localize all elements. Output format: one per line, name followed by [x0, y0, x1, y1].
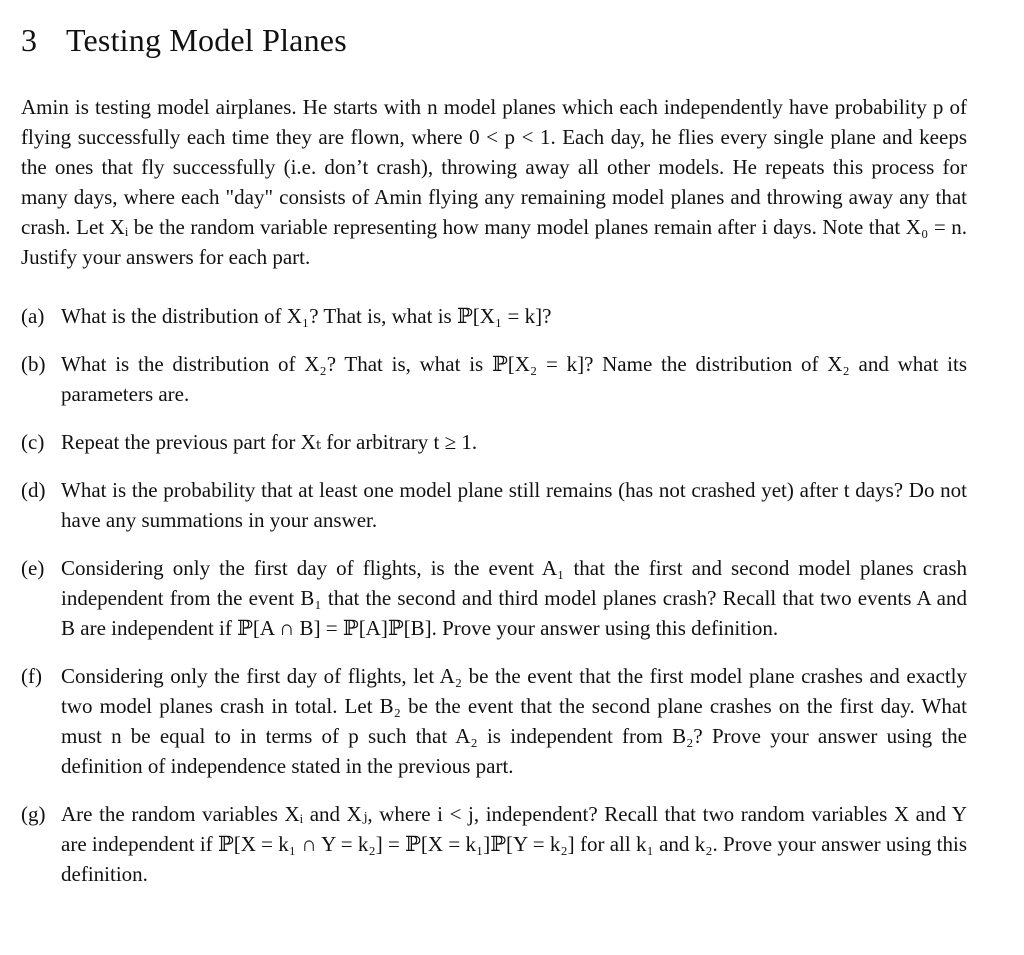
part-label: (g) — [21, 802, 46, 826]
problem-intro: Amin is testing model airplanes. He starts with n model planes which each independently have probability p of flying successfully each time they are flown, where 0 < p < 1. Each day, he flies every single plane and keeps the ones that fly successfully (i.e. don’t crash), throwing away all other models. He repeats this process for many days, where each "day" consists of Amin flying any remaining model planes and throwing away any that crash. Let Xᵢ be the random variable representing how many model planes remain after i days. Note that X₀ = n. Justify your answers for each part. — [21, 95, 967, 269]
part-label: (f) — [21, 664, 42, 688]
question-part-b — [21, 349, 967, 409]
question-part-g — [21, 799, 967, 889]
problem-page — [21, 16, 967, 907]
question-part-f — [21, 661, 967, 781]
part-label: (b) — [21, 352, 46, 376]
question-part-c — [21, 427, 967, 457]
question-part-e — [21, 553, 967, 643]
part-text: Are the random variables Xᵢ and Xⱼ, where i < j, independent? Recall that two random variables X and Y are independent if ℙ[X = k₁ ∩ Y = k₂] = ℙ[X = k₁]ℙ[Y = k₂] for all k₁ and k₂. Prove your answer using this definition. — [61, 802, 967, 886]
question-parts — [21, 301, 967, 889]
question-part-a — [21, 301, 967, 331]
part-text: What is the probability that at least one model plane still remains (has not crashed yet) after t days? Do not have any summations in your answer. — [61, 478, 967, 532]
part-text: What is the distribution of X₂? That is, what is ℙ[X₂ = k]? Name the distribution of X₂ and what its parameters are. — [61, 352, 967, 406]
part-text: What is the distribution of X₁? That is, what is ℙ[X₁ = k]? — [61, 304, 552, 328]
section-heading — [21, 16, 967, 64]
section-number: 3 — [21, 22, 38, 58]
section-title: Testing Model Planes — [66, 22, 347, 58]
part-label: (c) — [21, 430, 45, 454]
part-label: (e) — [21, 556, 45, 580]
part-label: (a) — [21, 304, 45, 328]
part-label: (d) — [21, 478, 46, 502]
part-text: Considering only the first day of flights, let A₂ be the event that the first model plane crashes and exactly two model planes crash in total. Let B₂ be the event that the second plane crashes on the first day. What must n be equal to in terms of p such that A₂ is independent from B₂? Prove your answer using the definition of independence stated in the previous part. — [61, 664, 967, 778]
question-part-d — [21, 475, 967, 535]
part-text: Repeat the previous part for Xₜ for arbitrary t ≥ 1. — [61, 430, 478, 454]
part-text: Considering only the first day of flights, is the event A₁ that the first and second model planes crash independent from the event B₁ that the second and third model planes crash? Recall that two events A and B are independent if ℙ[A ∩ B] = ℙ[A]ℙ[B]. Prove your answer using this definition. — [61, 556, 967, 640]
